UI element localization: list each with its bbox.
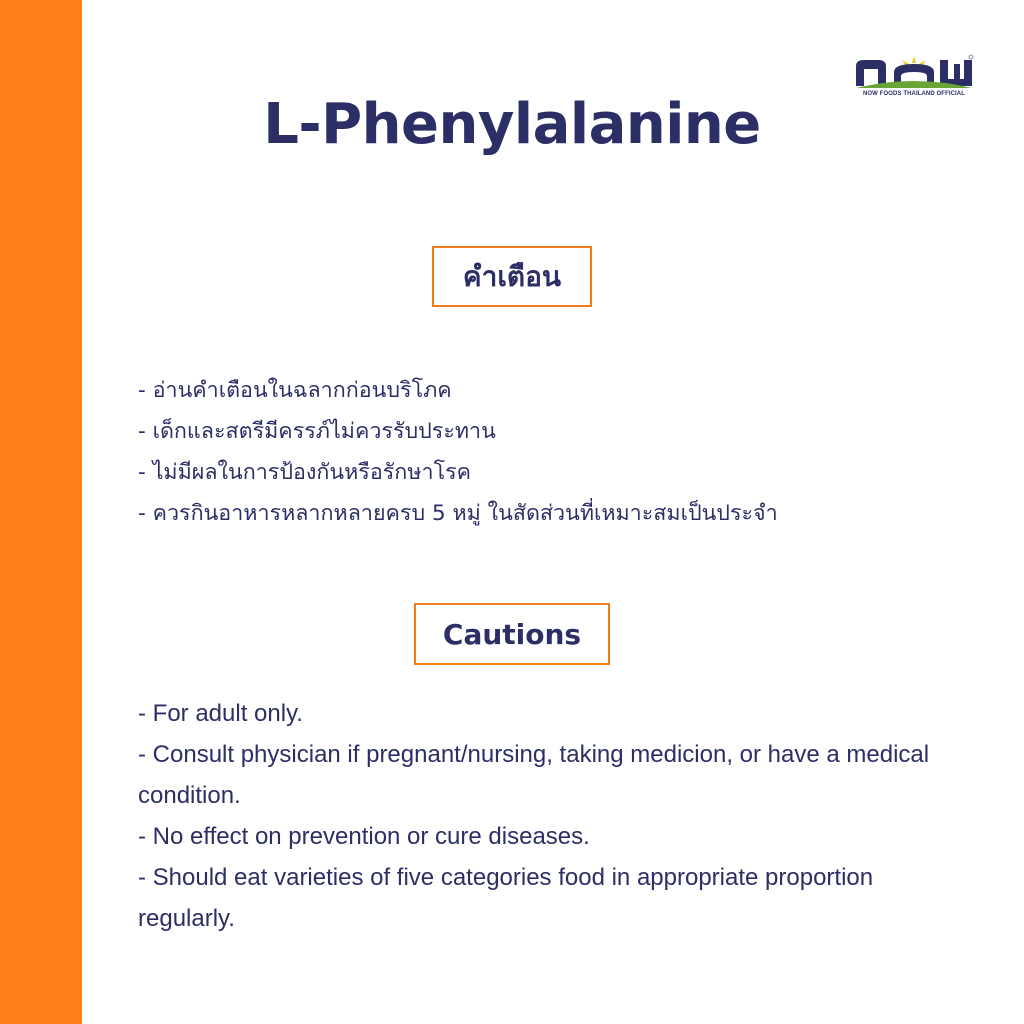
logo-caption: NOW FOODS THAILAND OFFICIAL	[862, 91, 966, 97]
list-item: - Should eat varieties of five categories food in appropriate proportion regularly.	[138, 864, 874, 932]
list-item: - Consult physician if pregnant/nursing, taking medicion, or have a medical condition.	[138, 741, 930, 809]
orange-side-bar	[0, 0, 82, 1024]
list-item: - ไม่มีผลในการป้องกันหรือรักษาโรค	[138, 460, 472, 485]
cautions-list	[138, 693, 968, 939]
thai-warning-list	[138, 370, 778, 534]
list-item: - No effect on prevention or cure diseases.	[138, 823, 590, 850]
list-item: - ควรกินอาหารหลากหลายครบ 5 หมู่ ในสัดส่วนที่เหมาะสมเป็นประจำ	[138, 501, 778, 526]
list-item: - เด็กและสตรีมีครรภ์ไม่ควรรับประทาน	[138, 419, 496, 444]
page-title: L-Phenylalanine	[263, 92, 761, 157]
cautions-heading: Cautions	[414, 603, 610, 665]
thai-warning-heading: คำเตือน	[432, 246, 592, 307]
list-item: - อ่านคำเตือนในฉลากก่อนบริโภค	[138, 378, 452, 403]
list-item: - For adult only.	[138, 700, 303, 727]
now-logo-icon	[854, 52, 974, 90]
